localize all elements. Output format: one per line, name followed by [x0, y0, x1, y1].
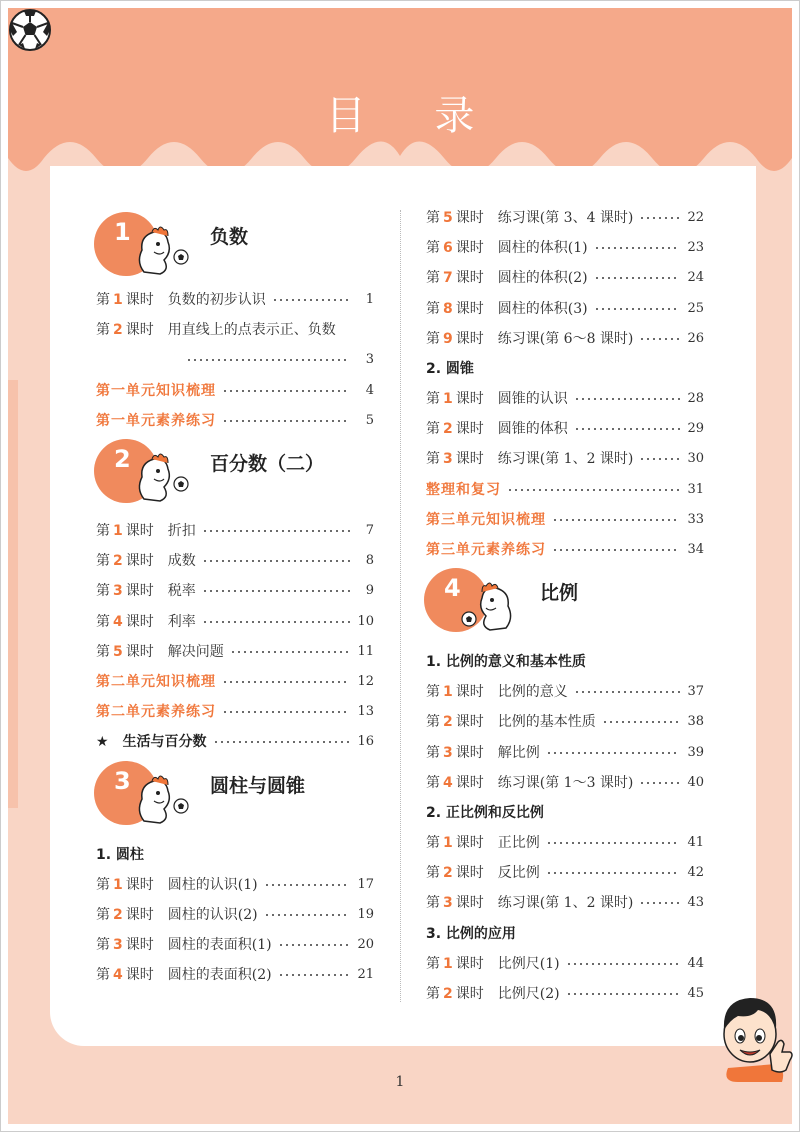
toc-entry[interactable] — [426, 680, 704, 704]
lesson-number: 5 — [443, 210, 453, 226]
unit-header-4 — [424, 568, 724, 648]
unit-header-2 — [94, 439, 394, 519]
lesson-number: 2 — [113, 906, 123, 923]
lesson-label: 课时 — [125, 322, 154, 339]
toc-entry[interactable] — [426, 831, 704, 855]
lesson-prefix: 第 — [426, 210, 440, 226]
lesson-topic: 用直线上的点表示正、负数 — [167, 322, 336, 339]
leader-dots — [264, 914, 350, 916]
lesson-topic: 解决问题 — [167, 643, 224, 660]
lesson-topic: 圆锥的体积 — [497, 421, 568, 438]
lesson-label: 课时 — [455, 865, 484, 882]
lesson-prefix: 第 — [96, 292, 110, 308]
lesson-prefix: 第 — [96, 937, 110, 953]
leader-dots — [264, 884, 350, 886]
lesson-topic: 比例的基本性质 — [497, 714, 596, 731]
toc-entry[interactable] — [426, 478, 704, 502]
leader-dots — [222, 711, 350, 713]
lesson-prefix: 第 — [426, 714, 440, 731]
leader-dots — [546, 752, 680, 754]
toc-entry[interactable] — [96, 288, 374, 312]
lesson-prefix: 第 — [96, 613, 110, 630]
lesson-topic: 比例的意义 — [497, 684, 568, 701]
lesson-prefix: 第 — [426, 774, 440, 791]
lesson-number: 3 — [443, 744, 453, 761]
unit-title: 百分数（二） — [210, 453, 325, 475]
entry-page-number: 37 — [687, 684, 704, 700]
leader-dots — [639, 902, 680, 904]
lesson-prefix: 第 — [426, 391, 440, 407]
toc-entry[interactable] — [426, 508, 704, 532]
entry-page-number: 13 — [357, 704, 374, 720]
unit-header-3 — [94, 761, 394, 841]
lesson-topic: 练习课(第 1～3 课时) — [497, 774, 634, 791]
lesson-label: 课时 — [125, 523, 154, 539]
entry-page-number: 1 — [365, 292, 374, 307]
special-topic-title: 生活与百分数 — [122, 734, 207, 751]
lesson-label: 课时 — [125, 876, 154, 893]
entry-page-number: 38 — [687, 714, 704, 730]
unit-title: 负数 — [210, 226, 249, 248]
toc-entry[interactable] — [96, 700, 374, 724]
leader-dots — [594, 277, 680, 279]
toc-entry[interactable] — [96, 903, 374, 927]
leader-dots — [222, 390, 350, 392]
lesson-prefix: 第 — [426, 330, 440, 347]
page-number: 1 — [395, 1074, 405, 1090]
entry-page-number: 23 — [687, 240, 704, 256]
left-side-tab — [8, 380, 18, 808]
lesson-label: 课时 — [455, 895, 484, 912]
lesson-prefix: 第 — [96, 583, 110, 600]
unit-number: 4 — [444, 574, 461, 603]
leader-dots — [222, 420, 350, 422]
entry-page-number: 43 — [687, 895, 704, 911]
entry-page-number: 26 — [687, 330, 704, 346]
entry-page-number: 22 — [687, 210, 704, 225]
leader-dots — [213, 741, 350, 743]
unit-number: 3 — [114, 766, 131, 795]
lesson-number: 4 — [113, 967, 123, 984]
lesson-prefix: 第 — [426, 270, 440, 287]
entry-page-number: 25 — [687, 300, 704, 316]
leader-dots — [574, 691, 680, 693]
review-section-title: 第一单元知识梳理 — [96, 382, 216, 399]
entry-page-number: 11 — [357, 643, 374, 659]
lesson-topic: 税率 — [167, 583, 196, 600]
review-section-title: 第二单元素养练习 — [96, 704, 216, 721]
lesson-prefix: 第 — [426, 240, 440, 257]
lesson-number: 7 — [443, 270, 453, 287]
toc-entry[interactable] — [96, 549, 374, 573]
lesson-number: 9 — [443, 330, 453, 347]
section-subheading: 1. 圆柱 — [96, 846, 144, 863]
lesson-topic: 圆柱的体积(2) — [497, 270, 588, 287]
review-section-title: 第三单元知识梳理 — [426, 511, 546, 528]
lesson-topic: 解比例 — [497, 744, 540, 761]
entry-page-number: 12 — [357, 674, 374, 689]
leader-dots — [574, 428, 680, 430]
lesson-prefix: 第 — [426, 835, 440, 851]
lesson-label: 课时 — [125, 553, 154, 570]
lesson-number: 2 — [443, 985, 453, 1002]
lesson-prefix: 第 — [96, 322, 110, 339]
leader-dots — [639, 782, 680, 784]
review-section-title: 第三单元素养练习 — [426, 542, 546, 558]
toc-entry[interactable] — [426, 538, 704, 562]
leader-dots — [594, 308, 680, 310]
toc-entry[interactable] — [426, 771, 704, 795]
entry-page-number: 40 — [687, 774, 704, 790]
lesson-number: 6 — [443, 240, 453, 257]
toc-entry[interactable] — [426, 236, 704, 260]
entry-page-number: 44 — [687, 955, 704, 971]
lesson-label: 课时 — [455, 985, 484, 1002]
lesson-label: 课时 — [455, 300, 484, 317]
entry-page-number: 34 — [687, 542, 704, 557]
toc-entry[interactable] — [426, 297, 704, 321]
entry-page-number: 28 — [687, 391, 704, 406]
column-divider — [400, 210, 401, 1002]
leader-dots — [278, 944, 350, 946]
lesson-number: 3 — [113, 583, 123, 600]
leader-dots — [202, 530, 350, 532]
toc-entry[interactable] — [96, 348, 374, 372]
leader-dots — [552, 519, 680, 521]
lesson-number: 2 — [113, 322, 123, 339]
leader-dots — [230, 651, 350, 653]
lesson-topic: 比例尺(2) — [497, 985, 560, 1002]
lesson-topic: 圆柱的认识(2) — [167, 906, 258, 923]
entry-page-number: 16 — [357, 734, 374, 750]
entry-page-number: 9 — [365, 583, 374, 599]
star-icon: ★ — [96, 734, 109, 751]
lesson-topic: 圆柱的表面积(1) — [167, 937, 272, 953]
lesson-prefix: 第 — [426, 895, 440, 912]
lesson-label: 课时 — [125, 967, 154, 984]
lesson-label: 课时 — [125, 583, 154, 600]
lesson-number: 1 — [113, 292, 123, 308]
lesson-prefix: 第 — [426, 744, 440, 761]
toc-entry[interactable] — [426, 952, 704, 976]
leader-dots — [639, 338, 680, 340]
toc-entry[interactable] — [426, 327, 704, 351]
review-section-title: 整理和复习 — [426, 481, 501, 498]
leader-dots — [566, 963, 680, 965]
unit-title: 比例 — [540, 582, 579, 605]
lesson-number: 3 — [443, 451, 453, 468]
entry-page-number: 3 — [365, 352, 374, 368]
toc-entry[interactable] — [96, 670, 374, 694]
unit-number: 1 — [114, 218, 131, 246]
lesson-topic: 圆柱的体积(1) — [497, 240, 588, 257]
lesson-number: 4 — [113, 613, 123, 630]
lesson-topic: 比例尺(1) — [497, 955, 560, 972]
toc-entry[interactable] — [96, 730, 374, 754]
unit-title: 圆柱与圆锥 — [210, 774, 306, 797]
lesson-topic: 负数的初步认识 — [167, 292, 266, 308]
lesson-label: 课时 — [455, 240, 484, 257]
toc-entry[interactable] — [96, 610, 374, 634]
entry-page-number: 10 — [357, 613, 374, 629]
leader-dots — [602, 721, 680, 723]
lesson-number: 2 — [443, 421, 453, 438]
lesson-label: 课时 — [455, 955, 484, 972]
dinosaur-mascot-icon — [130, 222, 190, 278]
toc-entry[interactable] — [426, 387, 704, 411]
entry-page-number: 24 — [687, 270, 704, 286]
entry-page-number: 21 — [357, 967, 374, 983]
lesson-topic: 折扣 — [167, 523, 196, 539]
toc-entry[interactable] — [96, 519, 374, 543]
toc-entry[interactable] — [96, 379, 374, 403]
lesson-number: 2 — [443, 714, 453, 731]
lesson-prefix: 第 — [96, 967, 110, 984]
leader-dots — [186, 359, 350, 361]
lesson-topic: 利率 — [167, 613, 196, 630]
lesson-topic: 练习课(第 1、2 课时) — [497, 451, 634, 468]
toc-entry[interactable] — [96, 409, 374, 433]
toc-entry[interactable] — [426, 982, 704, 1006]
lesson-label: 课时 — [455, 684, 484, 701]
toc-entry[interactable] — [426, 741, 704, 765]
lesson-label: 课时 — [125, 292, 154, 308]
entry-page-number: 45 — [687, 985, 704, 1001]
leader-dots — [566, 993, 680, 995]
toc-entry[interactable] — [426, 710, 704, 734]
toc-entry[interactable] — [96, 873, 374, 897]
lesson-label: 课时 — [125, 906, 154, 923]
leader-dots — [546, 842, 680, 844]
entry-page-number: 41 — [687, 835, 704, 850]
lesson-topic: 圆锥的认识 — [497, 391, 568, 407]
toc-entry[interactable] — [426, 266, 704, 290]
lesson-label: 课时 — [455, 835, 484, 851]
lesson-topic: 圆柱的表面积(2) — [167, 967, 272, 984]
lesson-topic: 正比例 — [497, 835, 540, 851]
entry-page-number: 31 — [687, 481, 704, 497]
lesson-label: 课时 — [455, 451, 484, 468]
lesson-label: 课时 — [125, 643, 154, 660]
toc-entry[interactable] — [426, 206, 704, 230]
lesson-number: 1 — [443, 835, 453, 851]
lesson-number: 8 — [443, 300, 453, 317]
lesson-number: 2 — [113, 553, 123, 570]
toc-entry[interactable] — [426, 861, 704, 885]
leader-dots — [639, 458, 680, 460]
section-subheading: 2. 圆锥 — [426, 361, 474, 377]
lesson-prefix: 第 — [96, 876, 110, 893]
leader-dots — [202, 590, 350, 592]
toc-entry[interactable] — [426, 417, 704, 441]
lesson-prefix: 第 — [426, 955, 440, 972]
lesson-label: 课时 — [455, 210, 484, 226]
leader-dots — [202, 621, 350, 623]
dinosaur-mascot-icon — [130, 771, 190, 827]
lesson-label: 课时 — [455, 391, 484, 407]
entry-page-number: 30 — [687, 451, 704, 467]
lesson-label: 课时 — [455, 330, 484, 347]
lesson-prefix: 第 — [426, 300, 440, 317]
lesson-prefix: 第 — [426, 421, 440, 438]
toc-entry[interactable] — [96, 640, 374, 664]
section-subheading: 2. 正比例和反比例 — [426, 805, 544, 821]
leader-dots — [202, 560, 350, 562]
leader-dots — [222, 681, 350, 683]
lesson-number: 4 — [443, 774, 453, 791]
lesson-number: 1 — [443, 955, 453, 972]
lesson-prefix: 第 — [96, 523, 110, 539]
lesson-topic: 练习课(第 1、2 课时) — [497, 895, 634, 912]
entry-page-number: 19 — [357, 906, 374, 922]
lesson-number: 3 — [443, 895, 453, 912]
unit-header-1 — [94, 212, 394, 292]
lesson-label: 课时 — [455, 774, 484, 791]
entry-page-number: 8 — [365, 553, 374, 569]
review-section-title: 第一单元素养练习 — [96, 412, 216, 429]
lesson-prefix: 第 — [426, 865, 440, 882]
lesson-number: 2 — [443, 865, 453, 882]
soccer-ball-icon — [8, 8, 52, 52]
entry-page-number: 17 — [357, 876, 374, 892]
entry-page-number: 5 — [365, 412, 374, 428]
toc-entry[interactable] — [96, 963, 374, 987]
lesson-number: 5 — [113, 643, 123, 660]
entry-page-number: 20 — [357, 937, 374, 952]
toc-entry[interactable] — [96, 579, 374, 603]
entry-page-number: 7 — [365, 523, 374, 538]
lesson-prefix: 第 — [96, 553, 110, 570]
lesson-prefix: 第 — [426, 985, 440, 1002]
lesson-prefix: 第 — [96, 643, 110, 660]
entry-page-number: 4 — [365, 382, 374, 398]
contents-page — [8, 8, 792, 1124]
lesson-topic: 练习课(第 6～8 课时) — [497, 330, 634, 347]
lesson-number: 1 — [113, 876, 123, 893]
leader-dots — [507, 489, 680, 491]
review-section-title: 第二单元知识梳理 — [96, 674, 216, 690]
lesson-number: 3 — [113, 937, 123, 953]
leader-dots — [594, 247, 680, 249]
leader-dots — [546, 872, 680, 874]
lesson-number: 1 — [113, 523, 123, 539]
lesson-label: 课时 — [125, 937, 154, 953]
entry-page-number: 42 — [687, 865, 704, 881]
toc-entry[interactable] — [96, 933, 374, 957]
lesson-label: 课时 — [455, 270, 484, 287]
toc-entry[interactable] — [426, 447, 704, 471]
entry-page-number: 29 — [687, 421, 704, 437]
leader-dots — [278, 974, 350, 976]
leader-dots — [552, 549, 680, 551]
lesson-topic: 圆柱的体积(3) — [497, 300, 588, 317]
lesson-label: 课时 — [455, 714, 484, 731]
lesson-label: 课时 — [455, 744, 484, 761]
toc-entry[interactable] — [426, 891, 704, 915]
lesson-label: 课时 — [455, 421, 484, 438]
dinosaur-mascot-icon — [460, 578, 520, 634]
dinosaur-mascot-icon — [130, 449, 190, 505]
lesson-prefix: 第 — [426, 684, 440, 701]
leader-dots — [639, 217, 680, 219]
lesson-label: 课时 — [125, 613, 154, 630]
lesson-topic: 练习课(第 3、4 课时) — [497, 210, 634, 226]
lesson-topic: 反比例 — [497, 865, 540, 882]
page-title: 目 录 — [325, 93, 503, 139]
unit-number: 2 — [114, 445, 131, 473]
section-subheading: 3. 比例的应用 — [426, 925, 516, 942]
lesson-topic: 圆柱的认识(1) — [167, 876, 258, 893]
toc-entry[interactable] — [96, 318, 374, 342]
lesson-prefix: 第 — [96, 906, 110, 923]
entry-page-number: 33 — [687, 511, 704, 527]
leader-dots — [272, 299, 350, 301]
section-subheading: 1. 比例的意义和基本性质 — [426, 654, 586, 671]
entry-page-number: 39 — [687, 744, 704, 760]
boy-thumbs-up-icon — [712, 990, 794, 1082]
lesson-topic: 成数 — [167, 553, 196, 570]
lesson-number: 1 — [443, 684, 453, 701]
leader-dots — [574, 398, 680, 400]
lesson-number: 1 — [443, 391, 453, 407]
lesson-prefix: 第 — [426, 451, 440, 468]
